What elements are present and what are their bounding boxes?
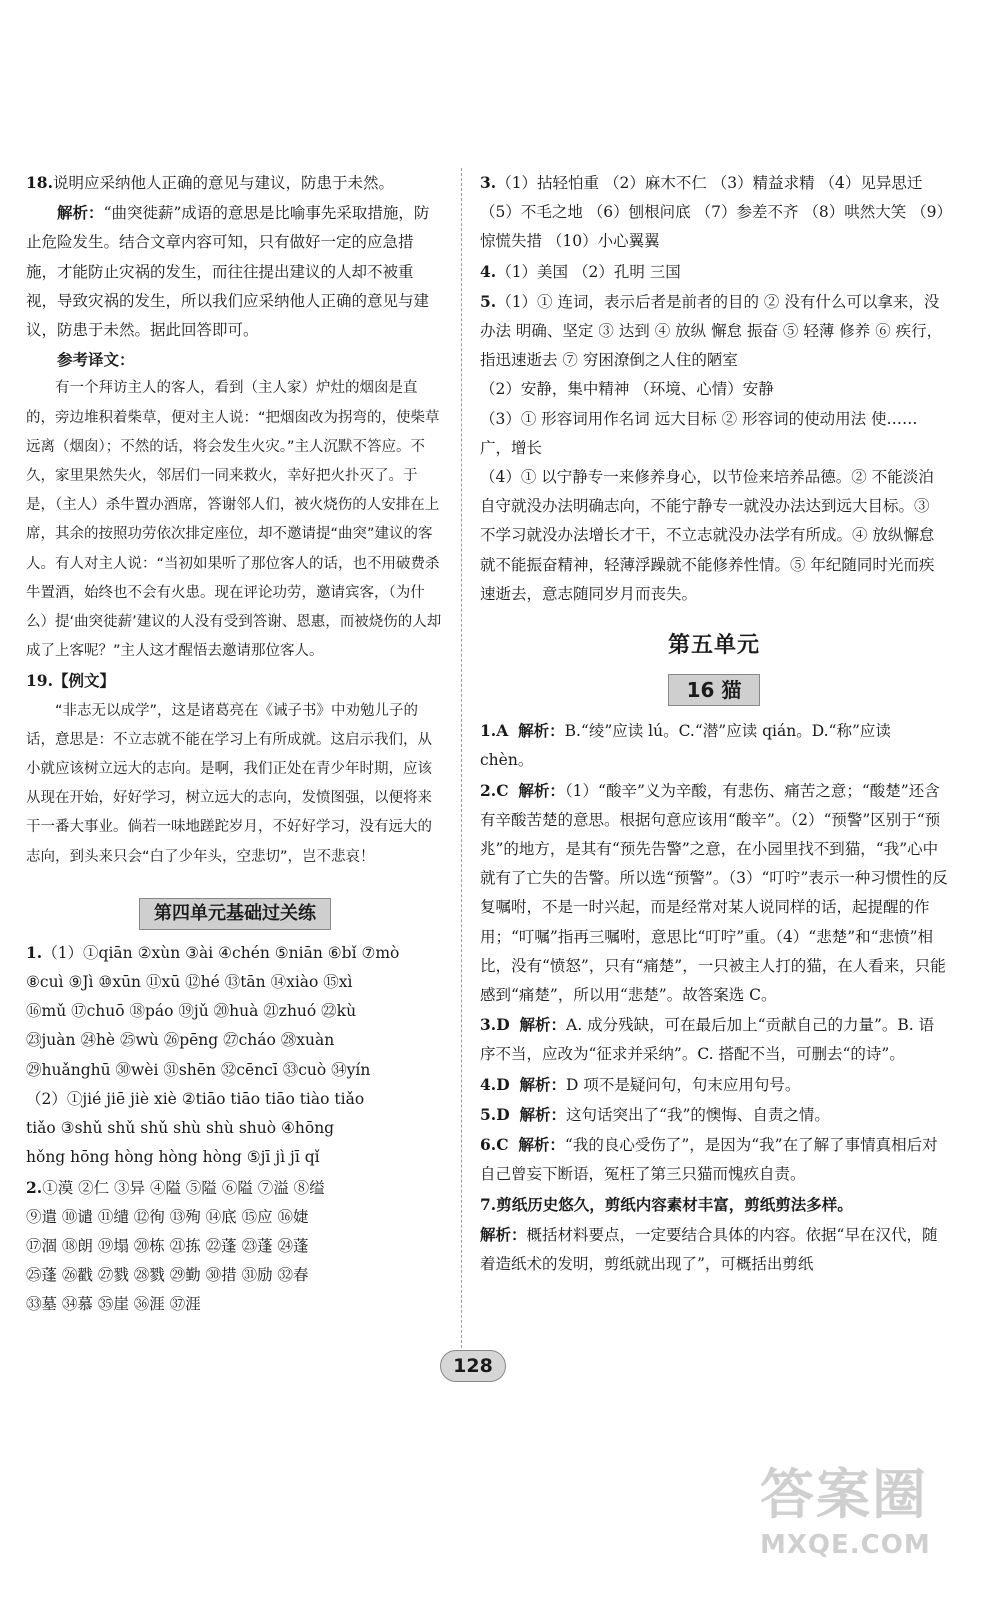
top-blank-area [0,0,1000,160]
q1-line: （2）①jié jiē jiè xiè ②tiāo tiāo tiāo tiào tiǎo [26,1089,365,1108]
item-analysis-label: 解析： [519,1074,567,1094]
q19-number: 19. [26,671,53,691]
q18-number: 18. [26,173,53,192]
item-analysis-text: A. 成分残缺，可在最后加上“贡献自己的力量”。B. 语序不当，应改为“征求并采纳”。C. 搭配不当，可删去“的诗”。 [480,1016,935,1064]
q18-translation: 有一个拜访主人的客人，看到（主人家）炉灶的烟囱是直的，旁边堆积着柴草，便对主人说：“把烟囱改为拐弯的，使柴草远离（烟囱）；不然的话，将会发生火灾。”主人沉默不答应。不久，家里果然失火，邻居们一同来救火，幸好把火扑灭了。于是，（主人）杀牛置办酒席，答谢邻人们，被火烧伤的人安排在上席，其余的按照功劳依次排定座位，却不邀请提“曲突”建议的客人。有人对主人说：“当初如果听了那位客人的话，也不用破费杀牛置酒，始终也不会有火患。现在评论功劳，邀请宾客，（为什么）提‘曲突徙薪’建议的人没有受到答谢、恩惠，而被烧伤的人却成了上客呢？”主人这才醒悟去邀请那位客人。 [26,380,442,660]
q2-line: ㉕蓬 ㉖戳 ㉗戮 ㉘戮 ㉙勤 ㉚措 ㉛励 ㉜春 [26,1266,309,1285]
q7-analysis [480,1220,948,1279]
item-analysis-label: 解析： [518,780,565,800]
q1-line: ⑧cuì ⑨Jì ⑩xūn ⑪xū ⑫hé ⑬tān ⑭xiào ⑮xì [26,973,353,992]
q19-essay: “非志无以成学”，这是诸葛亮在《诫子书》中劝勉儿子的话，意思是：不立志就不能在学习上有所成就。这启示我们，从小就应该树立远大的志向。是啊，我们正处在青少年时期，应该从现在开始，好好学习，树立远大的志向，发愤图强，以便将来干一番大事业。倘若一味地蹉跎岁月，不好好学习，没有远大的志向，到头来只会“白了少年头，空悲切”，岂不悲哀！ [26,702,432,865]
item-number: 3. [480,1015,497,1035]
item-answer: C [496,780,509,800]
q5-text: （1）① 连词，表示后者是前者的目的 ② 没有什么可以拿来，没办法 明确、坚定 ③ 达到 ④ 放纵 懈怠 振奋 ⑤ 轻薄 修养 ⑥ 疾行，指迅速逝去 ⑦ 穷困潦倒之人住的陋室 [480,292,943,370]
item-answer: D [496,1104,510,1124]
q7-analysis-label: 解析： [480,1224,527,1244]
watermark-logo [760,1460,990,1590]
q3-text: （1）拈轻怕重 （2）麻木不仁 （3）精益求精 （4）见异思迁 （5）不毛之地 （6）刨根问底 （7）参差不齐 （8）哄然大笑 （9）惊慌失措 （10）小心翼翼 [480,174,945,251]
q19-heading [26,666,444,696]
q2-line: ⑨遣 ⑩谴 ⑪缱 ⑫徇 ⑬殉 ⑭底 ⑮应 ⑯婕 [26,1207,309,1226]
q1-line: ㉓juàn ㉔hè ㉕wù ㉖pēng ㉗cháo ㉘xuàn [26,1031,335,1050]
q4-number: 4. [480,261,497,281]
item-number: 4. [480,1074,497,1094]
item [480,1010,948,1069]
item-number: 1. [480,721,497,741]
q1-line: hǒng hōng hòng hòng hòng ⑤jī jì jī qǐ [26,1148,320,1167]
item [480,1100,948,1130]
watermark-logo-text: 答案圈 [760,1463,928,1526]
left-column [26,168,444,1320]
item-analysis-label: 解析： [519,1104,567,1124]
item [480,1130,948,1189]
item [480,776,948,1011]
item-answer: C [496,1135,509,1155]
lesson-title: 16 猫 [668,674,761,706]
item [480,716,948,775]
watermark-url: MXQE.COM [760,1530,931,1560]
item-analysis-label: 解析： [518,721,565,741]
q18-analysis-text: “曲突徙薪”成语的意思是比喻事先采取措施，防止危险发生。结合文章内容可知，只有做好一定的应急措施，才能防止灾祸的发生，而往往提出建议的人却不被重视，导致灾祸的发生，所以我们应采纳他人正确的意见与建议，防患于未然。据此回答即可。 [26,204,430,340]
q1-block [26,938,444,1173]
item-analysis-label: 解析： [519,1015,567,1035]
q4 [480,257,948,287]
q18-analysis-label: 解析： [57,203,104,223]
column-divider [461,168,462,1378]
q18-analysis [26,198,444,345]
q1-number: 1. [26,942,43,962]
q3-number: 3. [480,173,497,192]
unit-title: 第五单元 [667,633,760,659]
q1-line: ⑯mǔ ⑰chuō ⑱páo ⑲jǔ ⑳huà ㉑zhuó ㉒kù [26,1002,357,1021]
item-answer: D [496,1015,510,1035]
q7-number: 7. [480,1194,497,1214]
q18-answer [26,168,444,198]
item-analysis-text: B.“绫”应读 lú。C.“潜”应读 qián。D.“称”应读 chèn。 [480,722,891,770]
q18-reference-label: 参考译文： [57,350,135,370]
q1-line: tiǎo ③shǔ shǔ shǔ shù shù shuò ④hōng [26,1119,335,1138]
q4-text: （1）美国 （2）孔明 三国 [496,262,681,281]
q2-line: ㉝墓 ㉞慕 ㉟崖 ㊱涯 ㊲涯 [26,1295,201,1314]
item-analysis-text: D 项不是疑问句，句末应用句号。 [566,1075,801,1094]
item-number: 6. [480,1135,497,1155]
q5-part3: （3）① 形容词用作名词 远大目标 ② 形容词的使动用法 使……广，增长 [480,409,918,457]
page-number: 128 [440,1350,506,1382]
q2-block [26,1173,444,1320]
q5-part2: （2）安静，集中精神 （环境、心情）安静 [480,380,774,399]
q1-line: ㉙huǎnghū ㉚wèi ㉛shēn ㉜cēncī ㉝cuò ㉞yín [26,1060,371,1079]
q3 [480,168,948,257]
item-answer: D [496,1074,510,1094]
item-analysis-text: “我的良心受伤了”，是因为“我”在了解了事情真相后对自己曾妄下断语，冤枉了第三只猫而愧疚自责。 [480,1136,938,1184]
section-banner-wrap [26,880,444,934]
q5-part1 [480,287,948,376]
q7-answer [480,1190,948,1220]
q7-analysis-text: 概括材料要点，一定要结合具体的内容。依据“早在汉代，随着造纸术的发明，剪纸就出现了”，可概括出剪纸 [480,1225,938,1273]
q2-line: ⑰涸 ⑱朗 ⑲塌 ⑳栋 ㉑拣 ㉒蓬 ㉓蓬 ㉔蓬 [26,1236,309,1255]
item-number: 2. [480,780,497,800]
item-answer: A [496,721,509,741]
item [480,1070,948,1100]
unit-title-wrap [480,617,948,662]
q2-number: 2. [26,1177,43,1197]
q5-number: 5. [480,291,497,311]
item-analysis-label: 解析： [518,1135,565,1155]
item-analysis-text: 这句话突出了“我”的懊悔、自责之情。 [566,1105,830,1124]
q1-line: （1）①qiān ②xùn ③ài ④chén ⑤niān ⑥bǐ ⑦mò [42,943,400,962]
q5-part4: （4）① 以宁静专一来修养身心，以节俭来培养品德。② 不能淡泊自守就没办法明确志向，不能宁静专一就没办法达到远大目标。③ 不学习就没办法增长才干，不立志就没办法学有所成。④ 放纵懈怠就不能振奋精神，轻薄浮躁就不能修养性情。⑤ 年纪随同时光而疾速逝去，意志随同岁月而丧失。 [480,468,935,603]
section-banner: 第四单元基础过关练 [139,898,331,930]
q19-label: 【例文】 [52,671,115,691]
lesson-title-wrap [480,670,948,712]
right-column [480,168,948,1279]
q7-answer-text: 剪纸历史悠久，剪纸内容素材丰富，剪纸剪法多样。 [496,1194,853,1214]
q18-answer-text: 说明应采纳他人正确的意见与建议，防患于未然。 [52,174,394,192]
item-analysis-text: （1）“酸辛”义为辛酸，有悲伤、痛苦之意；“酸楚”还含有辛酸苦楚的意思。根据句意应该用“酸辛”。（2）“预警”区别于“预兆”的地方，是其有“预先告警”之意，在小园里找不到猫，“我”心中就有了亡失的告警。所以选“预警”。（3）“叮咛”表示一种习惯性的反复嘱咐，不是一时兴起，而是经常对某人说同样的话，起提醒的作用；“叮嘱”指再三嘱咐，意思比“叮咛”重。（4）“悲楚”和“悲愤”相比，没有“愤怒”，只有“痛楚”，一只被主人打的猫，在人看来，只能感到“痛楚”，所以用“悲楚”。故答案选 C。 [480,781,948,1005]
q2-line: ①漠 ②仁 ③异 ④隘 ⑤隘 ⑥隘 ⑦溢 ⑧缢 [42,1178,325,1197]
item-number: 5. [480,1104,497,1124]
